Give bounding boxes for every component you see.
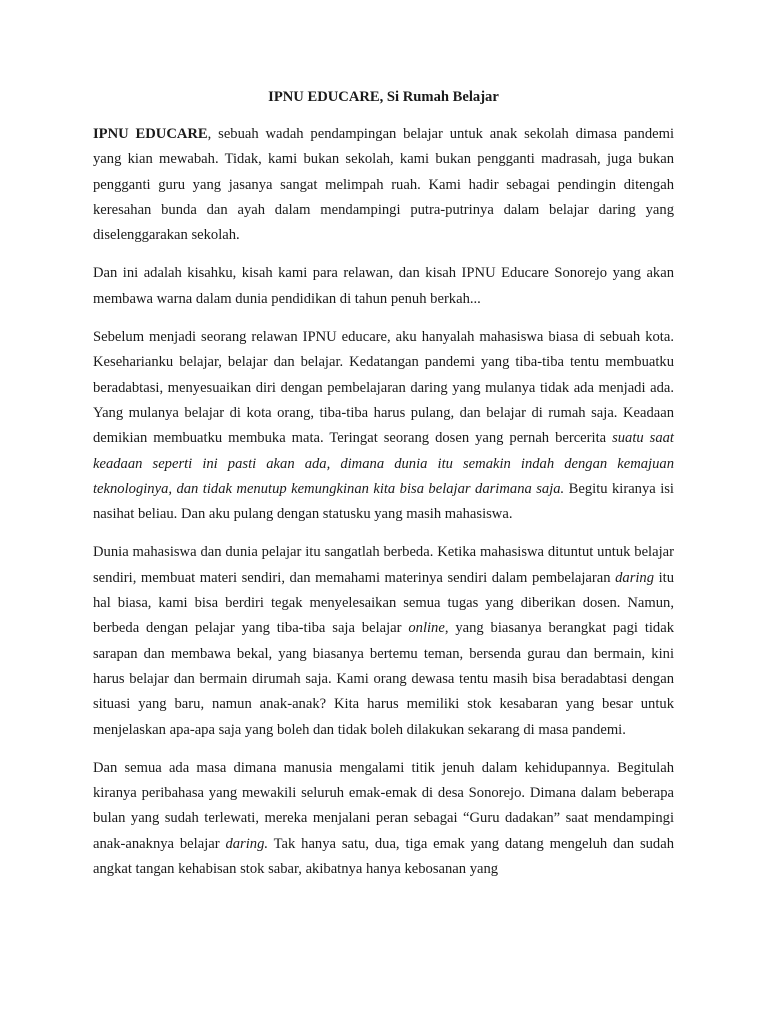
paragraph-3-text-2: Begitu kiranya isi nasihat beliau. Dan aku pulang dengan statusku yang masih mahasiswa. <box>93 480 674 523</box>
paragraph-5-text-1: Dan semua ada masa dimana manusia mengalami titik jenuh dalam kehidupannya. Begitulah kiranya peribahasa yang mewakili seluruh emak-emak di desa Sonorejo. Dimana dalam beberapa bulan yang sudah terlewati, mereka menjalani peran sebagai “Guru dadakan” saat mendampingi anak-anaknya belajar <box>93 759 674 852</box>
paragraph-4-text-1: Dunia mahasiswa dan dunia pelajar itu sangatlah berbeda. Ketika mahasiswa dituntut untuk belajar sendiri, membuat materi sendiri, dan memahami materinya sendiri dalam pembelajaran <box>93 544 674 586</box>
paragraph-4-italic-1: daring <box>615 569 655 586</box>
paragraph-1 <box>93 122 674 248</box>
paragraph-3-text-1: Sebelum menjadi seorang relawan IPNU educare, aku hanyalah mahasiswa biasa di sebuah kota. Keseharianku belajar, belajar dan belajar. Kedatangan pandemi yang tiba-tiba tentu membuatku beradabtasi, menyesuaikan diri dengan pembelajaran daring yang mulanya tidak ada menjadi ada. Yang mulanya belajar di kota orang, tiba-tiba harus pulang, dan belajar di rumah saja. Keadaan demikian membuatku membuka mata. Teringat seorang dosen yang pernah bercerita <box>93 329 674 447</box>
paragraph-5-text-2: Tak hanya satu, dua, tiga emak yang datang mengeluh dan sudah angkat tangan kehabisan stok sabar, akibatnya hanya kebosanan yang <box>93 835 675 878</box>
paragraph-4-italic-2: online <box>408 620 445 637</box>
paragraph-2-text: Dan ini adalah kisahku, kisah kami para relawan, dan kisah IPNU Educare Sonorejo yang akan membawa warna dalam dunia pendidikan di tahun penuh berkah... <box>93 265 674 307</box>
paragraph-2 <box>93 261 674 312</box>
paragraph-1-text: , sebuah wadah pendampingan belajar untuk anak sekolah dimasa pandemi yang kian mewabah. Tidak, kami bukan sekolah, kami bukan pengganti madrasah, juga bukan pengganti guru yang jasanya sangat melimpah ruah. Kami hadir sebagai pendingin ditengah keresahan bunda dan ayah dalam mendampingi putra-putrinya dalam belajar daring yang diselenggarakan sekolah. <box>93 126 675 244</box>
document-body <box>93 86 674 882</box>
paragraph-5-italic-1: daring. <box>225 835 269 852</box>
paragraph-4-text-2: itu hal biasa, kami bisa berdiri tegak menyelesaikan semua tugas yang diberikan dosen. Namun, berbeda dengan pelajar yang tiba-tiba saja belajar <box>93 569 674 637</box>
document-title: IPNU EDUCARE, Si Rumah Belajar <box>268 89 499 105</box>
paragraph-4 <box>93 540 674 742</box>
paragraph-4-text-3: , yang biasanya berangkat pagi tidak sarapan dan membawa bekal, yang biasanya bertemu teman, bersenda gurau dan bermain, kini harus belajar dan bermain dirumah saja. Kami orang dewasa tentu masih bisa beradabtasi dengan situasi yang baru, namun anak-anak? Kita harus memiliki stok kesabaran yang besar untuk menjelaskan apa-apa saja yang boleh dan tidak boleh dilakukan sekarang di masa pandemi. <box>93 620 675 738</box>
paragraph-5 <box>93 756 674 882</box>
paragraph-1-bold-lead: IPNU EDUCARE <box>93 126 208 142</box>
paragraph-3-italic-quote: suatu saat keadaan seperti ini pasti akan ada, dimana dunia itu semakin indah dengan kemajuan teknologinya, dan tidak menutup kemungkinan kita bisa belajar darimana saja. <box>93 430 674 497</box>
paragraph-3 <box>93 325 674 527</box>
